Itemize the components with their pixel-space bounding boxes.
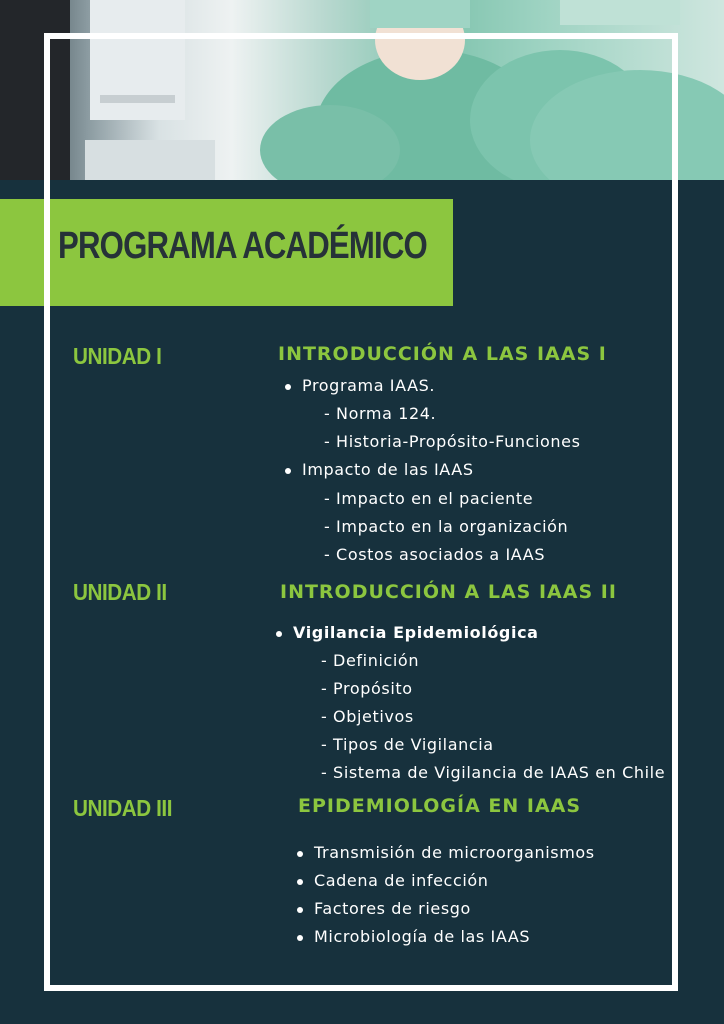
list-subitem: - Norma 124. [324,404,437,423]
list-item: Programa IAAS. [302,376,436,395]
list-subitem: - Tipos de Vigilancia [321,735,494,754]
list-subitem: - Impacto en el paciente [324,489,534,508]
bullet-icon [297,935,303,941]
list-subitem: - Costos asociados a IAAS [324,545,546,564]
bullet-icon [297,851,303,857]
unit-3-title: EPIDEMIOLOGÍA EN IAAS [298,795,582,817]
list-subitem: - Sistema de Vigilancia de IAAS en Chile [321,763,666,782]
list-subitem: - Propósito [321,679,413,698]
unit-2-label: UNIDAD II [73,579,167,605]
list-item: Cadena de infección [314,871,489,890]
unit-1-label: UNIDAD I [73,343,162,369]
list-item: Factores de riesgo [314,899,471,918]
bullet-icon [297,879,303,885]
unit-3-label: UNIDAD III [73,795,172,821]
unit-1-title: INTRODUCCIÓN A LAS IAAS I [278,343,607,365]
list-subitem: - Impacto en la organización [324,517,569,536]
list-item: Impacto de las IAAS [302,460,474,479]
list-subitem: - Objetivos [321,707,414,726]
list-item: Vigilancia Epidemiológica [293,623,539,642]
page-title: PROGRAMA ACADÉMICO [58,225,427,267]
bullet-icon [276,631,282,637]
bullet-icon [285,468,291,474]
unit-2-title: INTRODUCCIÓN A LAS IAAS II [280,581,617,603]
bullet-icon [297,907,303,913]
bullet-icon [285,384,291,390]
list-subitem: - Definición [321,651,420,670]
list-item: Microbiología de las IAAS [314,927,531,946]
list-item: Transmisión de microorganismos [314,843,595,862]
list-subitem: - Historia-Propósito-Funciones [324,432,581,451]
